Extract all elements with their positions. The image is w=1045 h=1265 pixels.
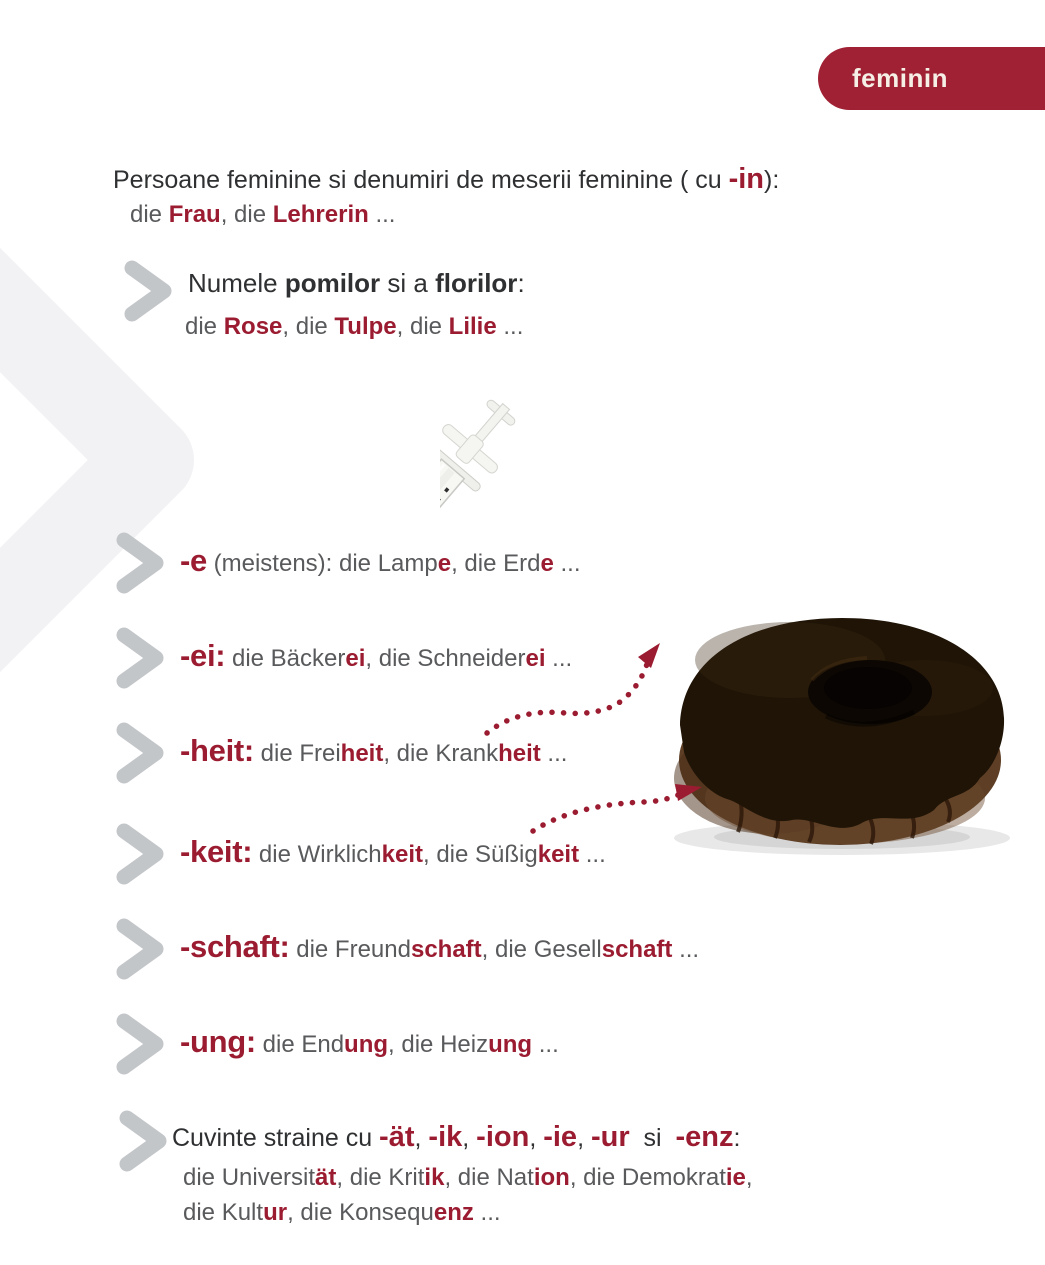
- chevron-right-icon: [112, 625, 168, 691]
- intro-examples: die Frau, die Lehrerin ...: [130, 201, 396, 228]
- watermark-chevron-icon: [0, 235, 230, 685]
- suffix-examples: die Endung, die Heizung ...: [255, 1031, 559, 1058]
- suffix-examples: (meistens): die Lampe, die Erde ...: [206, 550, 581, 577]
- suffix-head: -keit:: [180, 834, 253, 869]
- dotted-arrow-to-syringe: [487, 643, 660, 733]
- trees-flowers-title: Numele pomilor si a florilor:: [188, 268, 525, 298]
- donut-syringe-illustration: [440, 380, 1045, 870]
- suffix-head: -e: [180, 543, 207, 578]
- donut-illustration: [674, 618, 1010, 855]
- suffix-row-ung: [180, 1023, 559, 1061]
- suffix-examples: die Bäckerei, die Schneiderei ...: [225, 645, 573, 672]
- chevron-right-icon: [115, 1108, 171, 1174]
- foreign-words-title: Cuvinte straine cu -ät, -ik, -ion, -ie, -ur si -enz:: [172, 1121, 741, 1153]
- intro-title: Persoane feminine si denumiri de meserii feminine ( cu -in):: [113, 163, 780, 195]
- chevron-right-icon: [112, 916, 168, 982]
- dotted-arrow-to-donut: [533, 784, 702, 831]
- suffix-head: -ung:: [180, 1024, 256, 1059]
- chevron-right-icon: [112, 720, 168, 786]
- suffix-row-schaft: [180, 928, 699, 966]
- suffix-examples: die Wirklichkeit, die Süßigkeit ...: [252, 841, 606, 868]
- suffix-examples: die Freundschaft, die Gesellschaft ...: [289, 936, 700, 963]
- chevron-right-icon: [112, 821, 168, 887]
- chevron-right-icon: [112, 530, 168, 596]
- foreign-words-examples-2: die Kultur, die Konsequenz ...: [183, 1199, 501, 1226]
- syringe-illustration: [440, 384, 532, 687]
- suffix-examples: die Freiheit, die Krankheit ...: [253, 740, 568, 767]
- suffix-head: -schaft:: [180, 929, 290, 964]
- tab-label: feminin: [852, 63, 948, 93]
- suffix-head: -ei:: [180, 638, 226, 673]
- chevron-right-icon: [112, 1011, 168, 1077]
- feminin-tab: [818, 47, 1045, 110]
- chevron-right-icon: [120, 258, 176, 324]
- foreign-words-examples-1: die Universität, die Kritik, die Nation, die Demokratie,: [183, 1164, 753, 1191]
- trees-flowers-examples: die Rose, die Tulpe, die Lilie ...: [185, 313, 524, 340]
- suffix-head: -heit:: [180, 733, 254, 768]
